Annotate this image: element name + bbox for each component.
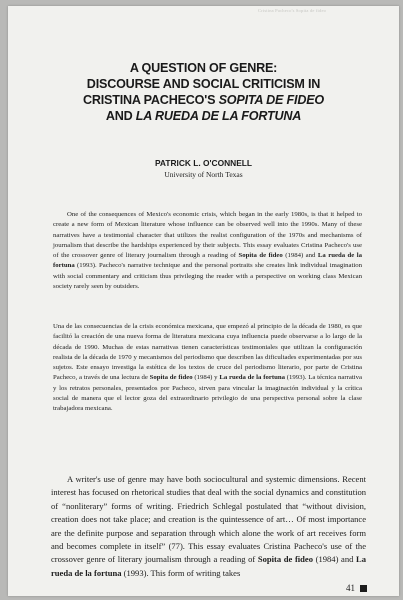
abstract-english: One of the consequences of Mexico's economic crisis, which began in the early 1980s, is that it helped to create a new form of Mexican literature whose influence can be observed well into the 1990s. Many of these narratives have a testimonial character that utilizes the realist configuration of the 1970s and mechanisms of journalism that describe the hardships experienced by their subjects. This essay evaluates Cristina Pacheco's use of the crossover genre of literary journalism through a reading of Sopita de fideo (1984) and La rueda de la fortuna (1993). Pacheco's narrative technique and the personal portraits she creates link individual imagination with social commentary and criticism thus privileging the reader with a perspective on working class Mexican society rarely seen by outsiders. [53,211,362,291]
end-square-icon [360,585,367,592]
page-number: 41 [346,583,355,593]
title-line-2: DISCOURSE AND SOCIAL CRITICISM IN [86,77,321,91]
title-line-1: A QUESTION OF GENRE: [129,61,278,75]
abstract-spanish: Una de las consecuencias de la crisis económica mexicana, que empezó al principio de la década de 1980, es que facilitó la creación de una nueva forma de literatura mexicana cuya influencia puede observarse a lo largo de la década de 1990. Muchas de estas narrativas tienen características testimoniales que utilizan la configuración realista de la década de 1970 y mecanismos del periodismo que describen las dificultades experimentadas por sus sujetos. Este ensayo investiga la estética de los textos de cruce del periodismo literario, por parte de Cristina Pacheco, a través de una lectura de Sopita de fideo (1984) y La rueda de la fortuna (1993). La técnica narrativa y los retratos personales, presentados por Pacheco, sirven para vincular la imaginación individual y la crítica social de manera que el lector goza del extraordinario privilegio de una perspectiva personal sobre la clase trabajadora mexicana. [53,323,362,413]
title-work-2: LA RUEDA DE LA FORTUNA [135,109,302,123]
author-name: PATRICK L. O'CONNELL [154,158,253,168]
page-footer [346,583,367,593]
title-line-4: AND LA RUEDA DE LA FORTUNA [105,109,302,123]
journal-page [8,6,399,596]
body-paragraph: A writer's use of genre may have both sociocultural and systemic dimensions. Recent interest has focused on rhetorical studies that deal with the social dynamics and constitution of “nonliterary” forms of writing. Friedrich Schlegal postulated that “without division, creation does not take place; and creation is the quintessence of art… Of most importance are the definite purpose and separation through which alone the work of art receives form and becomes complete in itself” (77). This essay evaluates Cristina Pacheco's use of the crossover genre of literary journalism through a reading of Sopita de fideo (1984) and La rueda de la fortuna (1993). This form of writing takes [51,474,366,578]
title-work-1: SOPITA DE FIDEO [218,93,325,107]
author-affiliation: University of North Texas [164,170,243,179]
title-line-3: CRISTINA PACHECO'S SOPITA DE FIDEO [82,93,325,107]
article-title [38,60,369,124]
faint-header-bleed: Cristina Pacheco's Sopita de fideo [258,8,327,13]
